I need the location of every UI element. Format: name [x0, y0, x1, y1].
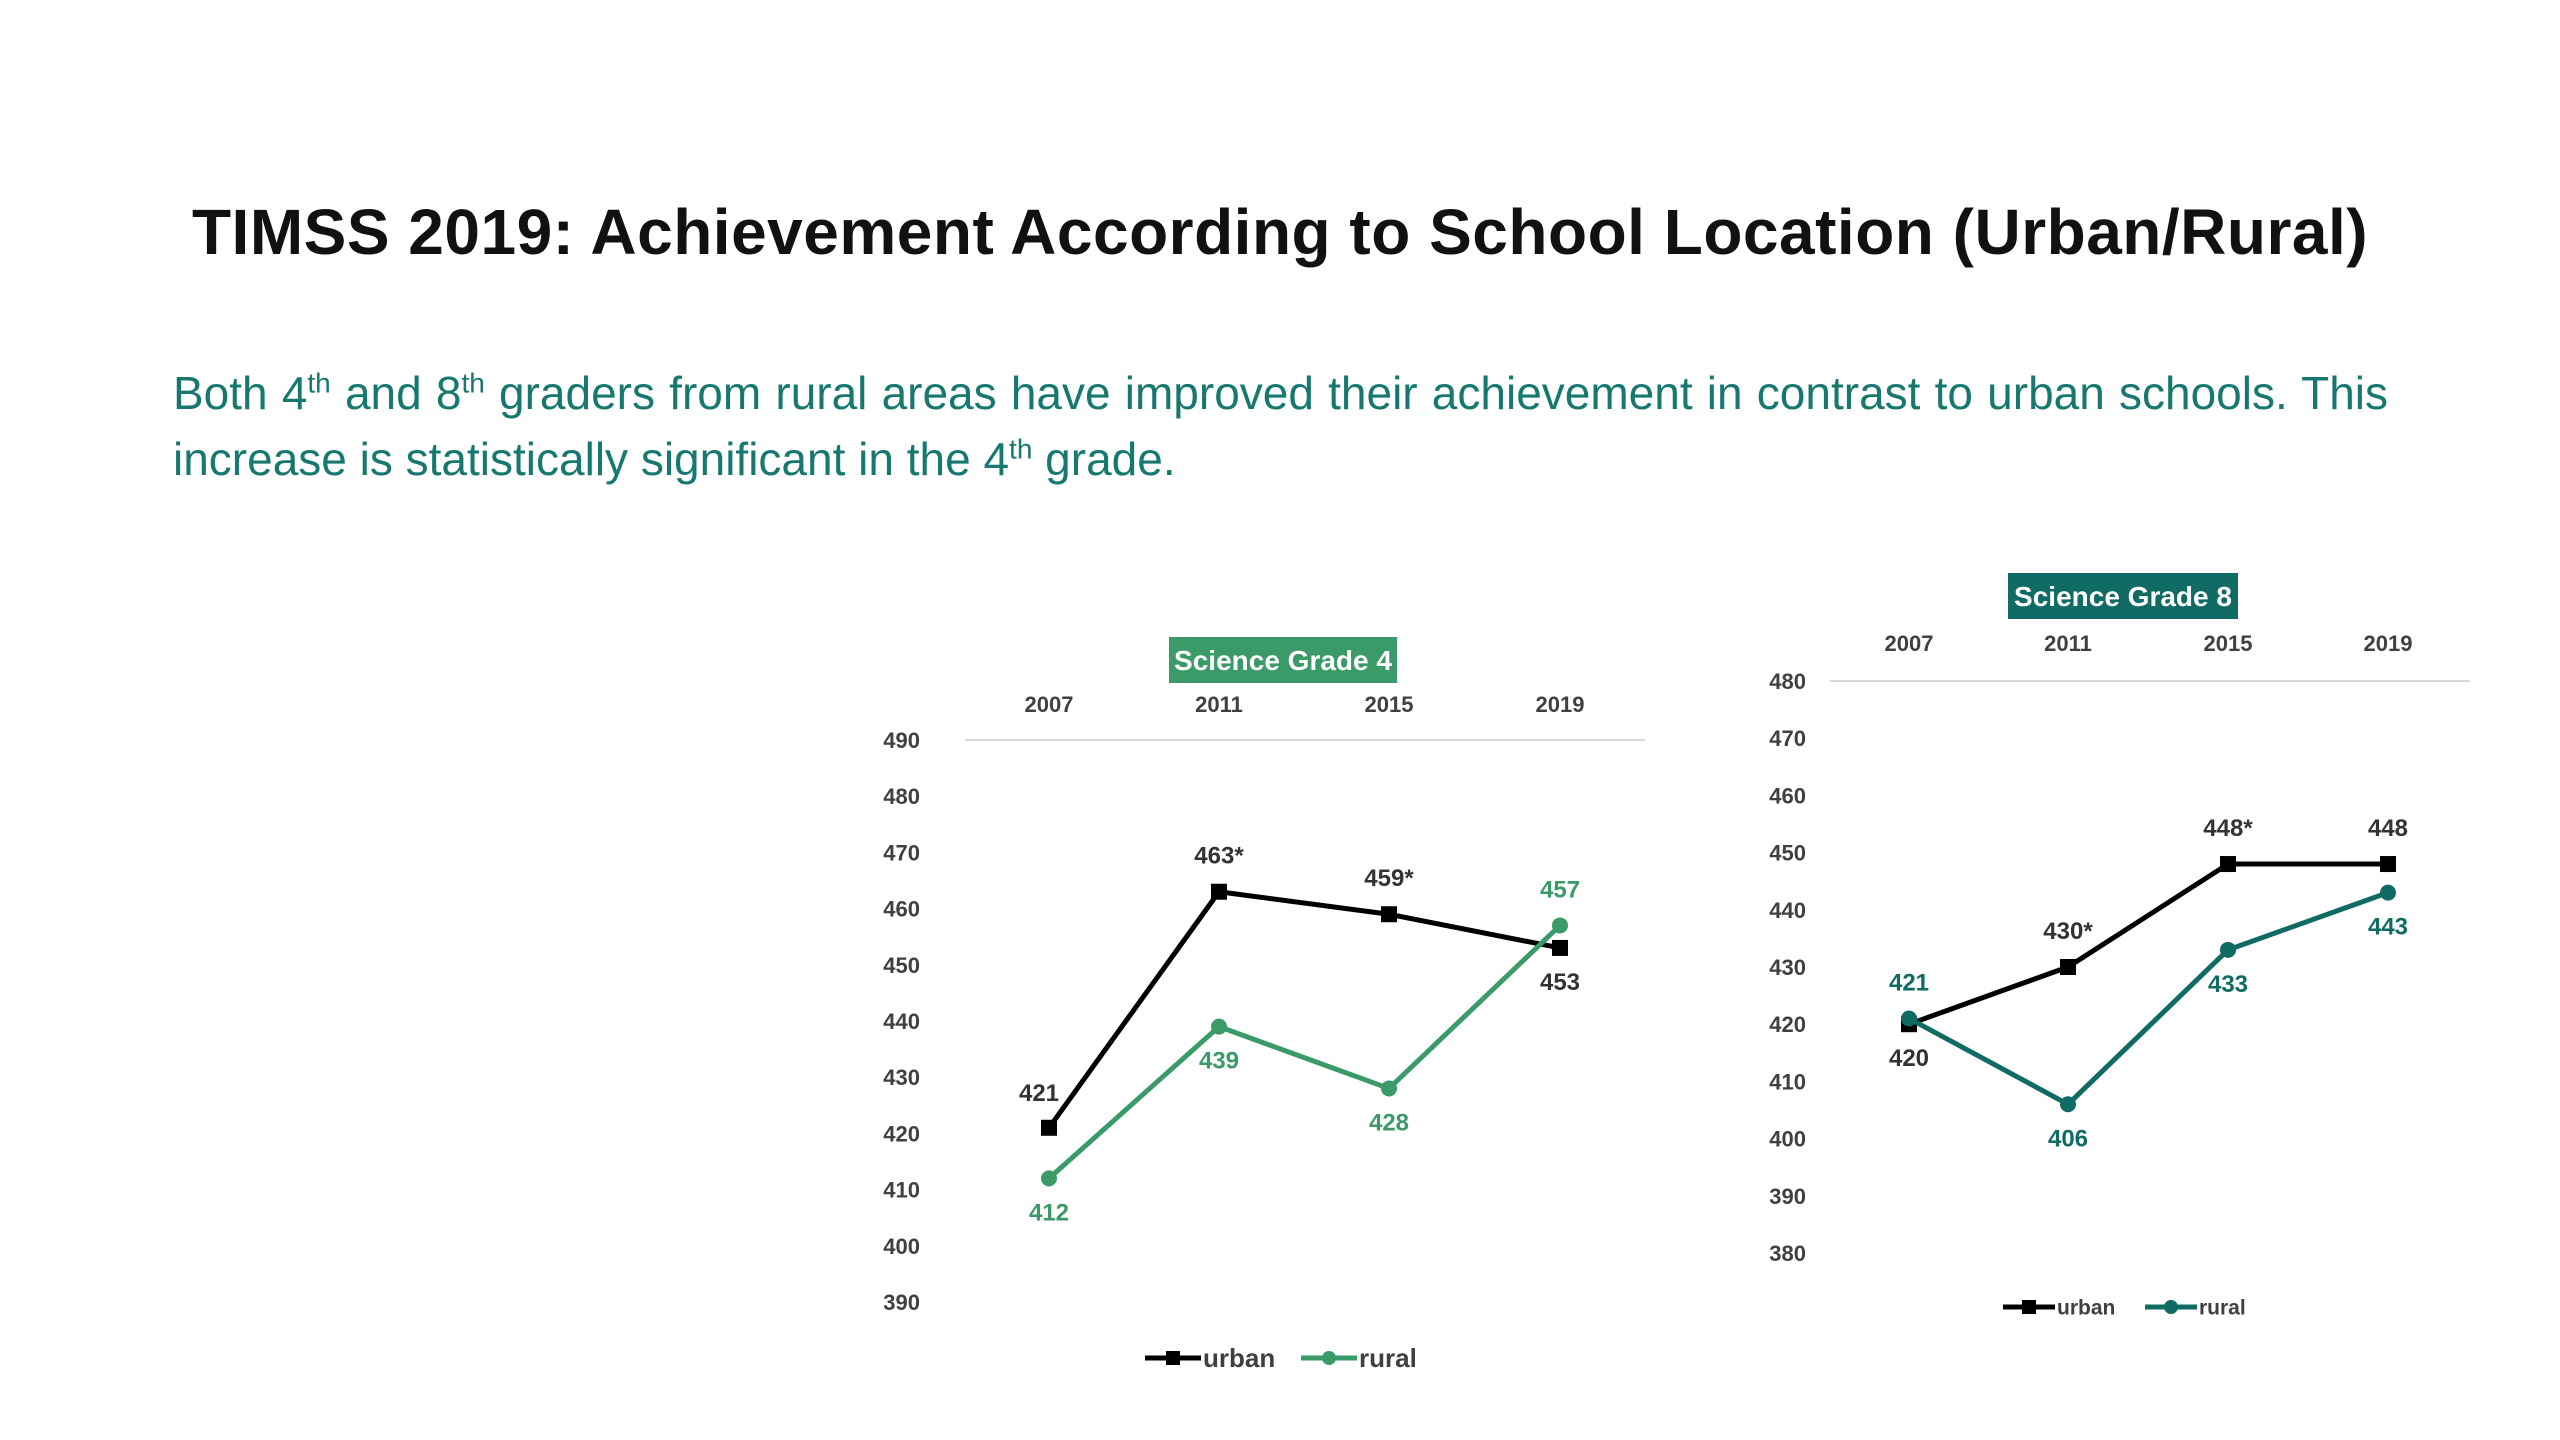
data-label-urban: 453 [1539, 968, 1581, 996]
data-label-urban: 420 [1888, 1045, 1930, 1073]
y-tick-label: 470 [1769, 726, 1806, 752]
data-label-urban: 459* [1364, 865, 1414, 893]
y-tick-label: 450 [883, 952, 920, 978]
series-line-urban [1049, 892, 1560, 1128]
data-label-urban: 463* [1194, 842, 1244, 870]
y-tick-label: 440 [883, 1009, 920, 1034]
subtitle-part: and 8 [330, 367, 462, 419]
data-point-urban [2220, 856, 2236, 872]
y-tick-label: 390 [1769, 1183, 1806, 1209]
superscript: th [307, 367, 331, 399]
y-tick-label: 440 [1769, 897, 1806, 923]
y-tick-label: 490 [883, 728, 920, 753]
superscript: th [461, 367, 485, 399]
y-tick-label: 460 [883, 896, 920, 922]
y-tick-label: 430 [1769, 955, 1806, 980]
data-label-urban: 430* [2043, 918, 2093, 945]
y-tick-label: 470 [883, 840, 920, 866]
data-label-urban: 448 [2367, 815, 2409, 843]
data-label-rural: 457 [1539, 876, 1581, 904]
subtitle-part: graders from rural areas have improved their achievement in contrast to urban schools. This increase is statistically significant in the 4 [173, 367, 2389, 485]
x-tick-label: 2015 [1364, 692, 1414, 717]
x-tick-label: 2011 [2044, 631, 2092, 656]
legend-marker-rural [1322, 1351, 1336, 1365]
x-tick-label: 2019 [2363, 631, 2413, 656]
data-point-rural [1901, 1010, 1917, 1026]
x-tick-label: 2007 [1884, 631, 1934, 656]
y-tick-label: 420 [1769, 1012, 1806, 1038]
y-tick-label: 390 [883, 1290, 920, 1315]
x-tick-label: 2019 [1535, 692, 1585, 717]
y-tick-label: 480 [883, 784, 920, 810]
data-point-rural [2380, 885, 2396, 901]
y-tick-label: 400 [883, 1233, 920, 1259]
data-point-rural [1552, 917, 1568, 933]
page-title: TIMSS 2019: Achievement According to School Location (Urban/Rural) [191, 196, 2369, 268]
data-point-rural [2060, 1096, 2076, 1112]
data-point-rural [1381, 1080, 1397, 1096]
series-line-urban [1909, 864, 2388, 1024]
data-label-rural: 421 [1888, 969, 1930, 997]
data-point-urban [1381, 906, 1397, 922]
legend-marker-urban [2022, 1300, 2036, 1314]
y-tick-label: 410 [883, 1177, 920, 1203]
data-point-rural [1041, 1170, 1057, 1186]
legend-marker-rural [2164, 1300, 2178, 1314]
series-line-rural [1049, 925, 1560, 1178]
data-point-urban [2060, 959, 2076, 975]
legend-label-urban: urban [1203, 1343, 1276, 1374]
y-tick-label: 380 [1769, 1241, 1806, 1266]
y-tick-label: 450 [1769, 840, 1806, 866]
x-tick-label: 2015 [2203, 631, 2253, 656]
y-tick-label: 420 [883, 1121, 920, 1147]
data-label-rural: 439 [1198, 1047, 1240, 1075]
y-tick-label: 430 [883, 1065, 920, 1091]
legend-label-rural: rural [1359, 1343, 1417, 1374]
data-label-rural: 412 [1028, 1199, 1070, 1227]
data-point-urban [1552, 940, 1568, 956]
chart-title: Science Grade 8 [2014, 581, 2232, 613]
legend-label-rural: rural [2199, 1296, 2246, 1320]
data-point-rural [1211, 1019, 1227, 1035]
data-label-rural: 443 [2367, 913, 2409, 941]
y-tick-label: 460 [1769, 783, 1806, 809]
subtitle-part: Both 4 [173, 367, 308, 419]
y-tick-label: 400 [1769, 1126, 1806, 1152]
y-tick-label: 480 [1769, 669, 1806, 694]
subtitle-part: grade. [1032, 433, 1176, 485]
data-label-rural: 428 [1368, 1109, 1410, 1137]
x-tick-label: 2011 [1195, 692, 1243, 717]
data-point-urban [1041, 1120, 1057, 1136]
data-label-urban: 421 [1018, 1079, 1060, 1107]
data-point-urban [2380, 856, 2396, 872]
y-tick-label: 410 [1769, 1069, 1806, 1095]
legend-label-urban: urban [2057, 1296, 2116, 1320]
data-label-rural: 406 [2047, 1125, 2089, 1153]
chart-title: Science Grade 4 [1174, 645, 1392, 677]
data-label-urban: 448* [2203, 815, 2253, 843]
data-point-urban [1211, 884, 1227, 900]
x-tick-label: 2007 [1024, 692, 1074, 717]
data-point-rural [2220, 942, 2236, 958]
legend-marker-urban [1166, 1351, 1180, 1365]
data-label-rural: 433 [2207, 970, 2249, 998]
superscript: th [1009, 433, 1033, 465]
